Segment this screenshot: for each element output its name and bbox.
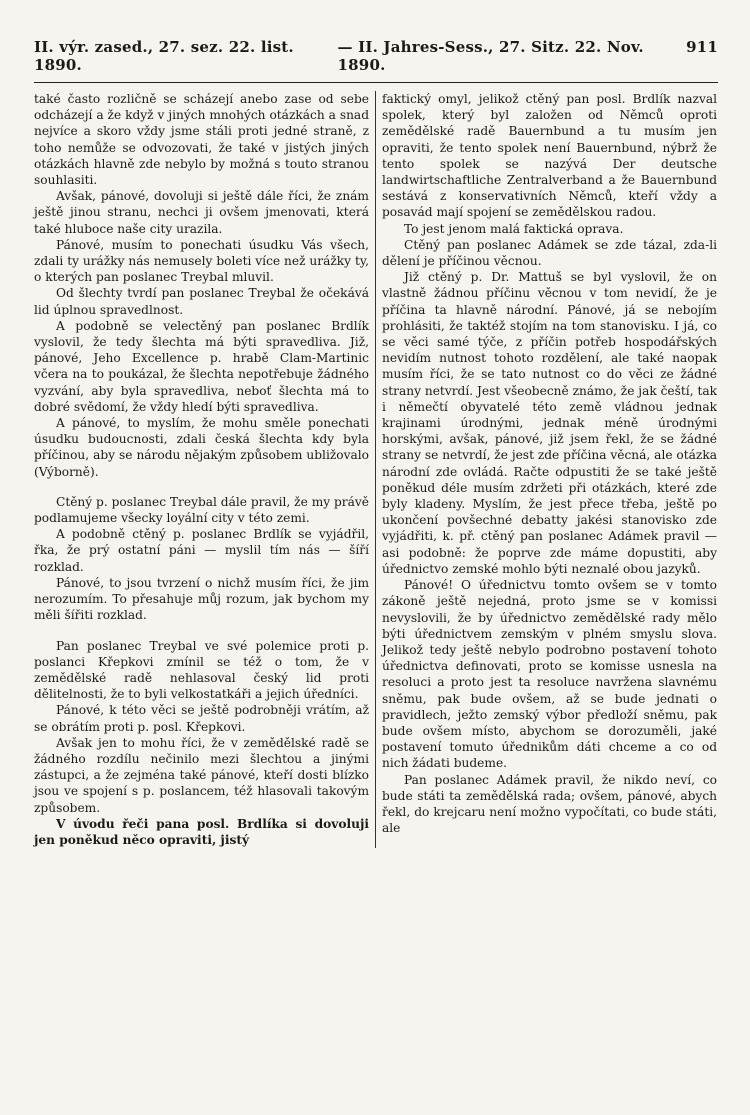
paragraph: A podobně se velectěný pan poslanec Brdlík vyslovil, že tedy šlechta má býti spravedliva. Již, pánové, Jeho Excellence p. hrabě Clam-Martinic včera na to poukázal, že šlechta nepotřebuje žádného vyzvání, aby byla spravedliva, neboť šlechta má to dobré svědomí, že vždy hledí býti spravedliva. [34, 318, 369, 414]
header-czech-session: II. výr. zased., 27. sez. 22. list. 1890. [34, 38, 294, 74]
paragraph: V úvodu řeči pana posl. Brdlíka si dovoluji jen poněkud něco opraviti, jistý [34, 816, 369, 847]
page-number: 911 [686, 38, 718, 56]
paragraph: faktický omyl, jelikož ctěný pan posl. Brdlík nazval spolek, který byl založen od Němců oproti zemědělské radě Bauernbund a tu musím jen opraviti, že tento spolek není Bauernbund, nýbrž že tento spolek se nazývá Der deutsche landwirtschaftliche Zentralverband a že Bauernbund sestává z konservativních Němců, kteří vždy a posavád mají spojení se zemědělskou radou. [382, 92, 717, 220]
paragraph: Ctěný pan poslanec Adámek se zde tázal, zda-li dělení je příčinou věcnou. [382, 237, 717, 269]
paragraph: Pánové, musím to ponechati úsudku Vás všech, zdali ty urážky nás nemusely boleti více než urážky ty, o kterých pan poslanec Treybal mluvil. [34, 237, 369, 285]
right-column [375, 91, 717, 848]
paragraph: A podobně ctěný p. poslanec Brdlík se vyjádřil, řka, že prý ostatní páni — myslil tím nás — šíří rozklad. [34, 527, 369, 574]
page-header [34, 38, 718, 83]
header-german-session: — II. Jahres-Sess., 27. Sitz. 22. Nov. 1890. [337, 38, 644, 74]
paragraph: Avšak jen to mohu říci, že v zemědělské radě se žádného rozdílu nečinilo mezi šlechtou a jinými zástupci, a že zejména také pánové, kteří dosti blízko jsou ve spojení s p. poslancem, též hlasovali takovým způsobem. [34, 735, 369, 815]
paragraph: Již ctěný p. Dr. Mattuš se byl vyslovil, že on vlastně žádnou příčinu věcnou v tom nevidí, že je příčina ta hlavně národní. Pánové, já se nebojím prohlásiti, že taktéž stojím na tom stanovisku. I já, co se věci samé týče, z příčin potřeb hospodářských nevidím nutnost tohoto rozdělení, ale také naopak musím říci, že se tato nutnost co do věci ze žádné strany netvrdí. Jest všeobecně známo, že jak čeští, tak i němečtí obyvatelé této země vládnou jednak krajinami úrodnými, jednak méně úrodnými horskými, avšak, pánové, již jsem řekl, že se žádné strany se netvrdí, že jest zde příčina věcná, ale otázka národní zde ovládá. Račte odpustiti že se také ještě poněkud déle musím zdržeti při otázkách, které zde byly kladeny. Myslím, že jest přece třeba, ještě po ukončení povšechné debatty jakési stanovisko zde vyjádřiti, k. př. ctěný pan poslanec Adámek pravil — asi podobně: že poprve zde máme dopustiti, aby úřednictvo zemské mohlo býti neznalé obou jazyků. [382, 270, 717, 576]
paragraph: Od šlechty tvrdí pan poslanec Treybal že očekává lid úplnou spravedlnost. [34, 286, 369, 317]
paragraph: také často rozličně se scházejí anebo zase od sebe odcházejí a že když v jiných mnohých otázkách a snad nejvíce a skoro vždy jsme stáli proti jedné straně, z toho nemůže se odvozovati, že také v jistých jiných otázkách hlavně zde nebylo by možná s touto stranou souhlasiti. [34, 92, 369, 188]
left-column [34, 91, 375, 848]
paragraph: Pánové! O úřednictvu tomto ovšem se v tomto zákoně ještě nejedná, proto jsme se v komissi nevyslovili, že by úřednictvo zemědělské rady mělo býti úřednictvem zemským v plném smyslu slova. Jelikož tedy ještě nebylo podrobno postavení tohoto úřednictva definovati, proto se komisse usnesla na resoluci a proto jest ta resoluce navržena slavnému sněmu, pak bude ovšem, až se bude jednati o pravidlech, ježto zemský výbor předloží sněmu, pak bude ovšem místo, abychom se dorozuměli, jaké postavení tomuto úřednikům dáti chceme a co od nich žádati budeme. [382, 578, 717, 771]
paragraph: A pánové, to myslím, že mohu směle ponechati úsudku budoucnosti, zdali česká šlechta kdy byla příčinou, aby se národu nějakým způsobem ubližovalo (Výborně). [34, 416, 369, 479]
text-columns [34, 91, 718, 848]
paragraph: Pan poslanec Adámek pravil, že nikdo neví, co bude státi ta zemědělská rada; ovšem, pánové, abych řekl, do krejcaru není možno vypočítati, co bude státi, ale [382, 772, 717, 836]
paragraph: Avšak, pánové, dovoluji si ještě dále říci, že znám ještě jinou stranu, nechci ji ovšem jmenovati, která také hluboce naše city urazila. [34, 189, 369, 236]
paragraph: Pan poslanec Treybal ve své polemice proti p. poslanci Křepkovi zmínil se též o tom, že v zemědělské radě nehlasoval český lid proti dělitelnosti, že to byli velkostatkáři a jejich úředníci. [34, 638, 369, 702]
paragraph: To jest jenom malá faktická oprava. [404, 221, 624, 236]
paragraph: Ctěný p. poslanec Treybal dále pravil, že my právě podlamujeme všecky loyální city v této zemi. [34, 494, 369, 526]
paragraph: Pánové, k této věci se ještě podrobněji vrátím, až se obrátím proti p. posl. Křepkovi. [34, 703, 369, 734]
paragraph: Pánové, to jsou tvrzení o nichž musím říci, že jim nerozumím. To přesahuje můj rozum, jak bychom my měli šířiti rozklad. [34, 575, 369, 623]
